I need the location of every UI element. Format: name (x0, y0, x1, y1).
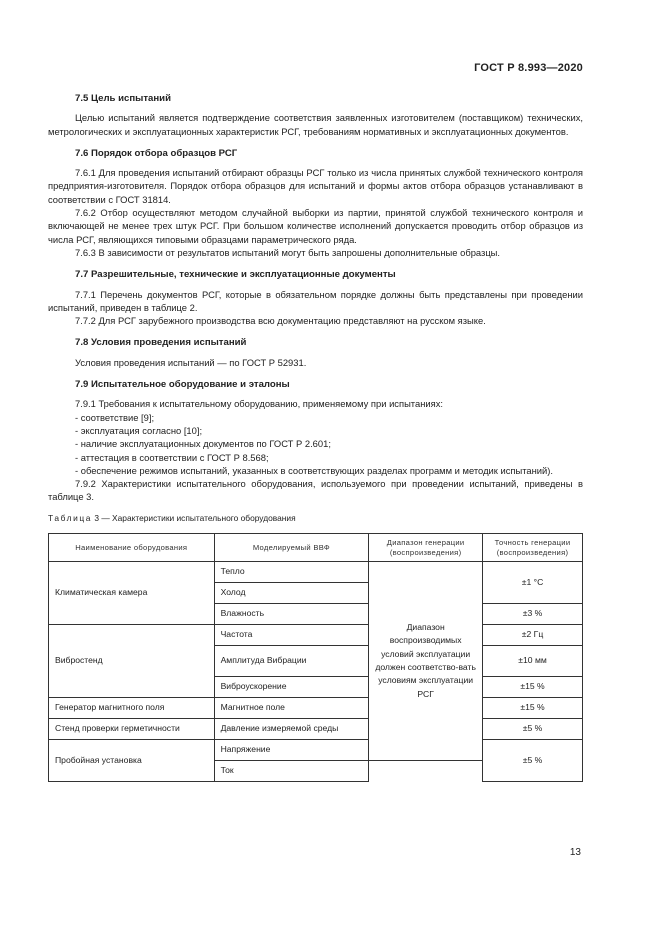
page-number: 13 (569, 847, 581, 858)
table-row (49, 625, 583, 646)
table-caption (48, 512, 583, 525)
factor-cell: Холод (214, 583, 369, 604)
section-7-8-title: 7.8 Условия проведения испытаний (75, 337, 247, 349)
accuracy-cell: ±15 % (483, 677, 583, 698)
paragraph-7-7-1: 7.7.1 Перечень документов РСГ, которые в обязательном порядке должны быть представлены при проведении испытаний, приведен в таблице 2. (48, 288, 583, 313)
list-item: - эксплуатация согласно [10]; (75, 424, 203, 436)
paragraph-7-6-2: 7.6.2 Отбор осуществляют методом случайной выборки из партии, принятой службой технического контроля и включающей не менее трех штук РСГ. При большом количестве исполнений допускается проводить отбор образцов из числа РСГ, являющихся типовыми образцами параметрического ряда. (48, 207, 583, 245)
factor-cell: Частота (214, 625, 369, 646)
accuracy-cell: ±1 °С (483, 562, 583, 604)
section-7-9-title: 7.9 Испытательное оборудование и эталоны (75, 379, 290, 391)
table-caption-text: 3 — Характеристики испытательного оборудования (94, 512, 296, 523)
table-row (49, 698, 583, 719)
accuracy-cell: ±2 Гц (483, 625, 583, 646)
paragraph-7-9-1: 7.9.1 Требования к испытательному оборудованию, применяемому при испытаниях: (75, 398, 443, 410)
accuracy-cell: ±5 % (483, 740, 583, 782)
equipment-name: Генератор магнитного поля (49, 698, 215, 719)
equipment-name: Климатическая камера (49, 562, 215, 625)
accuracy-cell: ±5 % (483, 719, 583, 740)
table-header-row (49, 534, 583, 562)
equipment-name: Пробойная установка (49, 740, 215, 782)
list-item: - обеспечение режимов испытаний, указанных в соответствующих разделах программ и методик испытаний). (75, 464, 553, 476)
header-range: Диапазон генерации (воспроизведения) (369, 534, 483, 562)
factor-cell: Ток (214, 761, 369, 782)
table-row (49, 719, 583, 740)
accuracy-cell: ±3 % (483, 604, 583, 625)
page-content (48, 92, 583, 782)
header-equipment: Наименование оборудования (49, 534, 215, 562)
section-7-5-title: 7.5 Цель испытаний (75, 93, 171, 104)
factor-cell: Влажность (214, 604, 369, 625)
accuracy-cell: ±10 мм (483, 646, 583, 677)
section-7-5-paragraph: Целью испытаний является подтверждение соответствия заявленных изготовителем (поставщиком) технических, метрологических и эксплуатационных характеристик РСГ, требованиям нормативных и эксплуатационных документов. (48, 112, 583, 137)
table-row (49, 740, 583, 761)
list-item: - соответствие [9]; (75, 411, 155, 423)
factor-cell: Магнитное поле (214, 698, 369, 719)
list-item: - наличие эксплуатационных документов по ГОСТ Р 2.601; (75, 438, 331, 450)
section-7-6-title: 7.6 Порядок отбора образцов РСГ (75, 147, 238, 159)
factor-cell: Амплитуда Вибрации (214, 646, 369, 677)
paragraph-7-6-1: 7.6.1 Для проведения испытаний отбирают образцы РСГ только из числа принятых службой технического контроля предприятия-изготовителя. Порядок отбора образцов для испытаний и формы актов отбора образцов устанавливают в соответствии с ГОСТ 31814. (48, 167, 583, 205)
section-7-8-paragraph: Условия проведения испытаний — по ГОСТ Р 52931. (75, 356, 307, 368)
list-item: - аттестация в соответствии с ГОСТ Р 8.568; (75, 451, 269, 463)
table-caption-word: Таблица (48, 512, 93, 523)
equipment-name: Стенд проверки герметичности (49, 719, 215, 740)
header-factor: Моделируемый ВВФ (214, 534, 369, 562)
factor-cell: Виброускорение (214, 677, 369, 698)
factor-cell: Напряжение (214, 740, 369, 761)
factor-cell: Тепло (214, 562, 369, 583)
document-code: ГОСТ Р 8.993—2020 (474, 62, 583, 74)
section-7-7-title: 7.7 Разрешительные, технические и эксплуатационные документы (75, 269, 396, 281)
equipment-name: Вибростенд (49, 625, 215, 698)
paragraph-7-6-3: 7.6.3 В зависимости от результатов испытаний могут быть запрошены дополнительные образцы. (75, 246, 501, 258)
range-cell: Диапазон воспроизводимых условий эксплуатации должен соответство-вать условиям эксплуатации РСГ (369, 562, 483, 761)
accuracy-cell: ±15 % (483, 698, 583, 719)
equipment-table (48, 533, 583, 782)
table-row (49, 562, 583, 583)
factor-cell: Давление измеряемой среды (214, 719, 369, 740)
paragraph-7-7-2: 7.7.2 Для РСГ зарубежного производства всю документацию представляют на русском языке. (75, 315, 486, 327)
header-accuracy: Точность генерации (воспроизведения) (483, 534, 583, 562)
paragraph-7-9-2: 7.9.2 Характеристики испытательного оборудования, используемого при проведении испытаний, приведены в таблице 3. (48, 478, 583, 503)
